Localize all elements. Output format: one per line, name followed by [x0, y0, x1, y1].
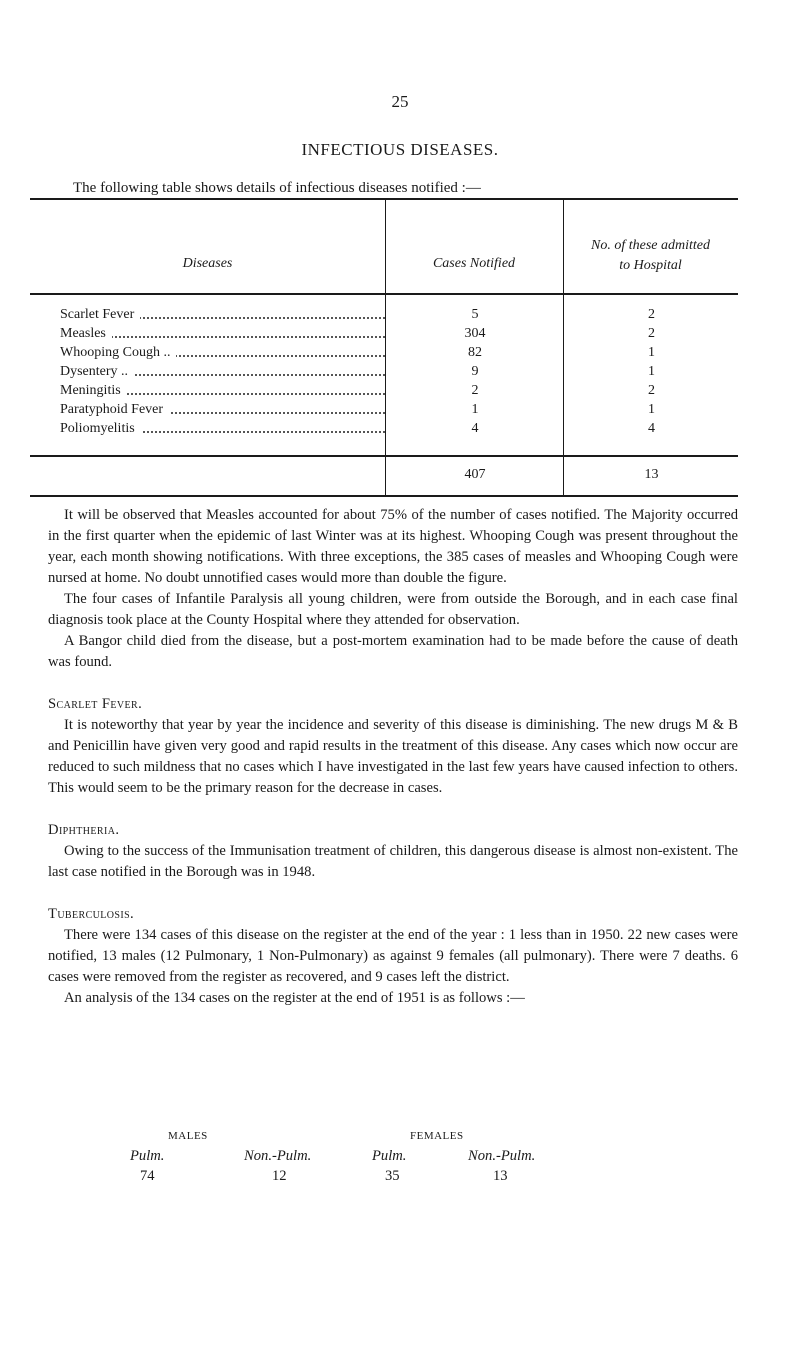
table-row — [30, 345, 738, 364]
heading-diphtheria: Diphtheria. — [48, 822, 120, 838]
disease-name: Scarlet Fever — [60, 307, 140, 322]
disease-name: Measles — [60, 326, 112, 341]
females-pulm-value: 35 — [385, 1168, 400, 1184]
page-number: 25 — [391, 92, 409, 111]
intro-text: The following table shows details of infectious diseases notified :— — [73, 180, 481, 196]
males-pulm-value: 74 — [140, 1168, 155, 1184]
paragraph-infantile-paralysis: The four cases of Infantile Paralysis all young children, were from outside the Borough, and in each case final diagnosis took place at the County Hospital where they attended for observation. — [48, 591, 738, 628]
total-admitted: 13 — [644, 467, 659, 482]
table-row — [30, 421, 738, 440]
admitted-value: 1 — [648, 402, 655, 417]
males-nonpulm-value: 12 — [272, 1168, 287, 1184]
cases-value: 4 — [471, 421, 479, 436]
males-heading: MALES — [168, 1130, 208, 1142]
females-pulm-label: Pulm. — [372, 1148, 407, 1164]
disease-name: Paratyphoid Fever — [60, 402, 169, 417]
header-diseases: Diseases — [182, 256, 233, 271]
admitted-value: 4 — [648, 421, 655, 436]
table-bottom-rule — [30, 495, 738, 497]
paragraph-measles: It will be observed that Measles accounted for about 75% of the number of cases notified. The Majority occurred in the first quarter when the epidemic of last Winter was at its highest. Whooping Cough was present throughout the year, each month showing notifications. With three exceptions, the 385 cases of measles and Whooping Cough were nursed at home. No doubt unnotified cases would more than double the figure. — [48, 507, 738, 586]
paragraph-tuberculosis: There were 134 cases of this disease on the register at the end of the year : 1 less than in 1950. 22 new cases were notified, 13 males (12 Pulmonary, 1 Non-Pulmonary) as against 9 females (all pulmonary). There were 7 deaths. 6 cases were removed from the register as recovered, and 9 cases left the district. — [48, 927, 738, 985]
paragraph-bangor-child: A Bangor child died from the disease, but a post-mortem examination had to be made before the cause of death was found. — [48, 633, 738, 670]
admitted-value: 1 — [648, 345, 655, 360]
table-row — [30, 402, 738, 421]
table-header-rule — [30, 293, 738, 295]
cases-value: 5 — [471, 307, 479, 322]
cases-value: 82 — [468, 345, 482, 360]
table-top-rule — [30, 198, 738, 200]
cases-value: 304 — [464, 326, 486, 341]
cases-value: 1 — [471, 402, 479, 417]
heading-scarlet-fever: Scarlet Fever. — [48, 696, 143, 712]
table-row — [30, 383, 738, 402]
disease-name: Dysentery .. — [60, 364, 134, 379]
header-admitted-line1: No. of these admitted — [591, 238, 710, 253]
header-admitted — [563, 236, 738, 276]
disease-name: Whooping Cough .. — [60, 345, 176, 360]
table-totals-row — [30, 467, 738, 486]
table-row — [30, 307, 738, 326]
disease-name: Meningitis — [60, 383, 127, 398]
header-admitted-line2: to Hospital — [619, 258, 682, 273]
cases-value: 9 — [471, 364, 479, 379]
report-body — [48, 505, 738, 1009]
page-title: INFECTIOUS DISEASES. — [301, 140, 499, 159]
table-row — [30, 364, 738, 383]
paragraph-scarlet-fever: It is noteworthy that year by year the incidence and severity of this disease is diminishing. The new drugs M & B and Penicillin have given very good and rapid results in the treatment of this disease. Any cases which now occur are reduced to such mildness that no cases which I have investigated in the last few years have caused infection to others. This would seem to be the primary reason for the decrease in cases. — [48, 717, 738, 796]
admitted-value: 2 — [648, 383, 655, 398]
heading-tuberculosis: Tuberculosis. — [48, 906, 135, 922]
paragraph-diphtheria: Owing to the success of the Immunisation treatment of children, this dangerous disease is almost non-existent. The last case notified in the Borough was in 1948. — [48, 843, 738, 880]
header-cases-notified: Cases Notified — [432, 256, 516, 271]
cases-value: 2 — [471, 383, 479, 398]
males-nonpulm-label: Non.-Pulm. — [244, 1148, 312, 1164]
males-pulm-label: Pulm. — [130, 1148, 165, 1164]
total-cases: 407 — [464, 467, 486, 482]
table-subtotal-rule — [30, 455, 738, 457]
disease-name: Poliomyelitis — [60, 421, 141, 436]
females-nonpulm-label: Non.-Pulm. — [468, 1148, 536, 1164]
paragraph-tb-analysis-intro: An analysis of the 134 cases on the register at the end of 1951 is as follows :— — [64, 990, 525, 1006]
females-nonpulm-value: 13 — [493, 1168, 508, 1184]
table-row — [30, 326, 738, 345]
admitted-value: 1 — [648, 364, 655, 379]
admitted-value: 2 — [648, 326, 655, 341]
females-heading: FEMALES — [410, 1130, 464, 1142]
admitted-value: 2 — [648, 307, 655, 322]
